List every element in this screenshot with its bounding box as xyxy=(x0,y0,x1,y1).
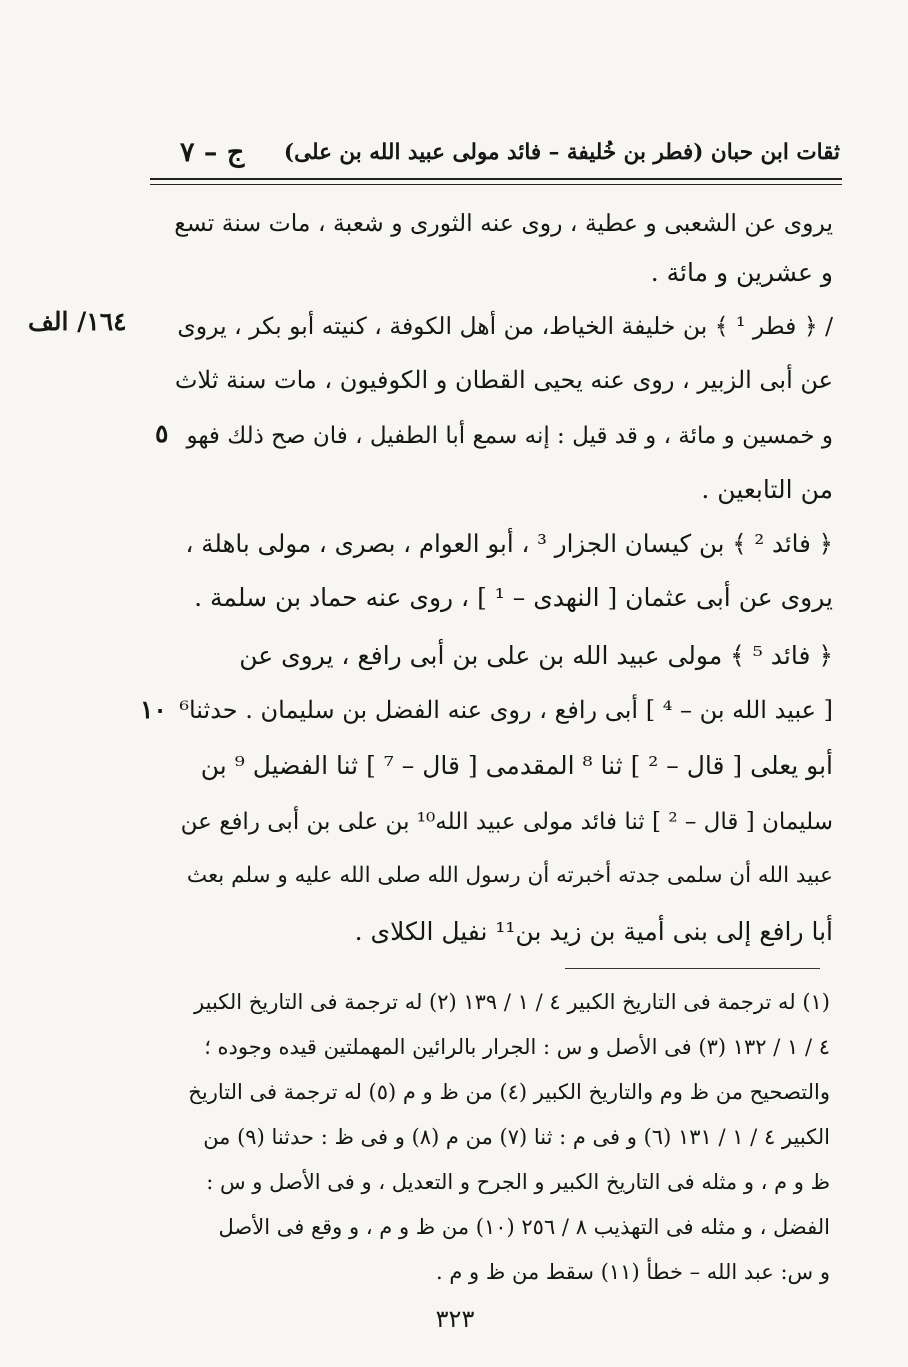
body-line: عن أبى الزبير ، روى عنه يحيى القطان و الكوفيون ، مات سنة ثلاث xyxy=(174,366,833,394)
header-rule xyxy=(150,178,842,185)
body-line: سليمان [ قال – ² ] ثنا فائد مولى عبيد الله¹⁰ بن على بن أبى رافع عن xyxy=(180,809,833,835)
body-line: يروى عن الشعبى و عطية ، روى عنه الثورى و شعبة ، مات سنة تسع xyxy=(174,209,833,237)
line-number-10: ١٠ xyxy=(140,695,167,724)
body-line: / ﴿ فطر ¹ ﴾ بن خليفة الخياط، من أهل الكوفة ، كنيته أبو بكر ، يروى xyxy=(177,312,833,340)
body-line: [ عبيد الله بن – ⁴ ] أبى رافع ، روى عنه الفضل بن سليمان . حدثنا⁶ xyxy=(179,696,833,724)
body-line: و خمسين و مائة ، و قد قيل : إنه سمع أبا الطفيل ، فان صح ذلك فهو xyxy=(186,423,833,449)
footnote-line: الفضل ، و مثله فى التهذيب ٨ / ٢٥٦ (١٠) من ظ و م ، و وقع فى الأصل xyxy=(218,1215,830,1239)
body-line: ﴿ فائد ⁵ ﴾ مولى عبيد الله بن على بن أبى رافع ، يروى عن xyxy=(239,641,833,670)
footnote-line: الكبير ٤ / ١ / ١٣١ (٦) و فى م : ثنا (٧) من م (٨) و فى ظ : حدثنا (٩) من xyxy=(203,1125,830,1149)
footnote-line: ٤ / ١ / ١٣٢ (٣) فى الأصل و س : الجرار بالرائين المهملتين قيده وجوده ؛ xyxy=(204,1035,830,1059)
line-number-5: ٥ xyxy=(155,419,169,448)
volume-label: ج – ٧ xyxy=(180,136,245,168)
footnote-line: و س: عبد الله – خطأ (١١) سقط من ظ و م . xyxy=(436,1260,830,1284)
header-title: ثقات ابن حبان (فطر بن خُليفة – فائد مولى عبيد الله بن على) xyxy=(283,139,840,165)
footnote-line: والتصحيح من ظ وم والتاريخ الكبير (٤) من ظ و م (٥) له ترجمة فى التاريخ xyxy=(188,1080,830,1104)
running-header xyxy=(150,128,840,176)
footnote-line: ظ و م ، و مثله فى التاريخ الكبير و الجرح و التعديل ، و فى الأصل و س : xyxy=(206,1170,830,1194)
page-number: ٣٢٣ xyxy=(435,1305,475,1333)
footnote-separator xyxy=(565,968,820,969)
body-line: يروى عن أبى عثمان [ النهدى – ¹ ] ، روى عنه حماد بن سلمة . xyxy=(194,583,833,612)
body-line: أبو يعلى [ قال – ² ] ثنا ⁸ المقدمى [ قال – ⁷ ] ثنا الفضيل ⁹ بن xyxy=(200,751,833,780)
body-line: من التابعين . xyxy=(701,475,833,504)
body-line: ﴿ فائد ² ﴾ بن كيسان الجزار ³ ، أبو العوام ، بصرى ، مولى باهلة ، xyxy=(185,529,833,558)
footnote-line: (١) له ترجمة فى التاريخ الكبير ٤ / ١ / ١٣٩ (٢) له ترجمة فى التاريخ الكبير xyxy=(194,990,830,1014)
body-line: و عشرين و مائة . xyxy=(650,258,833,287)
body-line: أبا رافع إلى بنى أمية بن زيد بن¹¹ نفيل الكلاى . xyxy=(354,917,833,946)
body-line: عبيد الله أن سلمى جدته أخبرته أن رسول الله صلى الله عليه و سلم بعث xyxy=(186,863,833,888)
folio-marker: ١٦٤/ الف xyxy=(28,307,127,336)
